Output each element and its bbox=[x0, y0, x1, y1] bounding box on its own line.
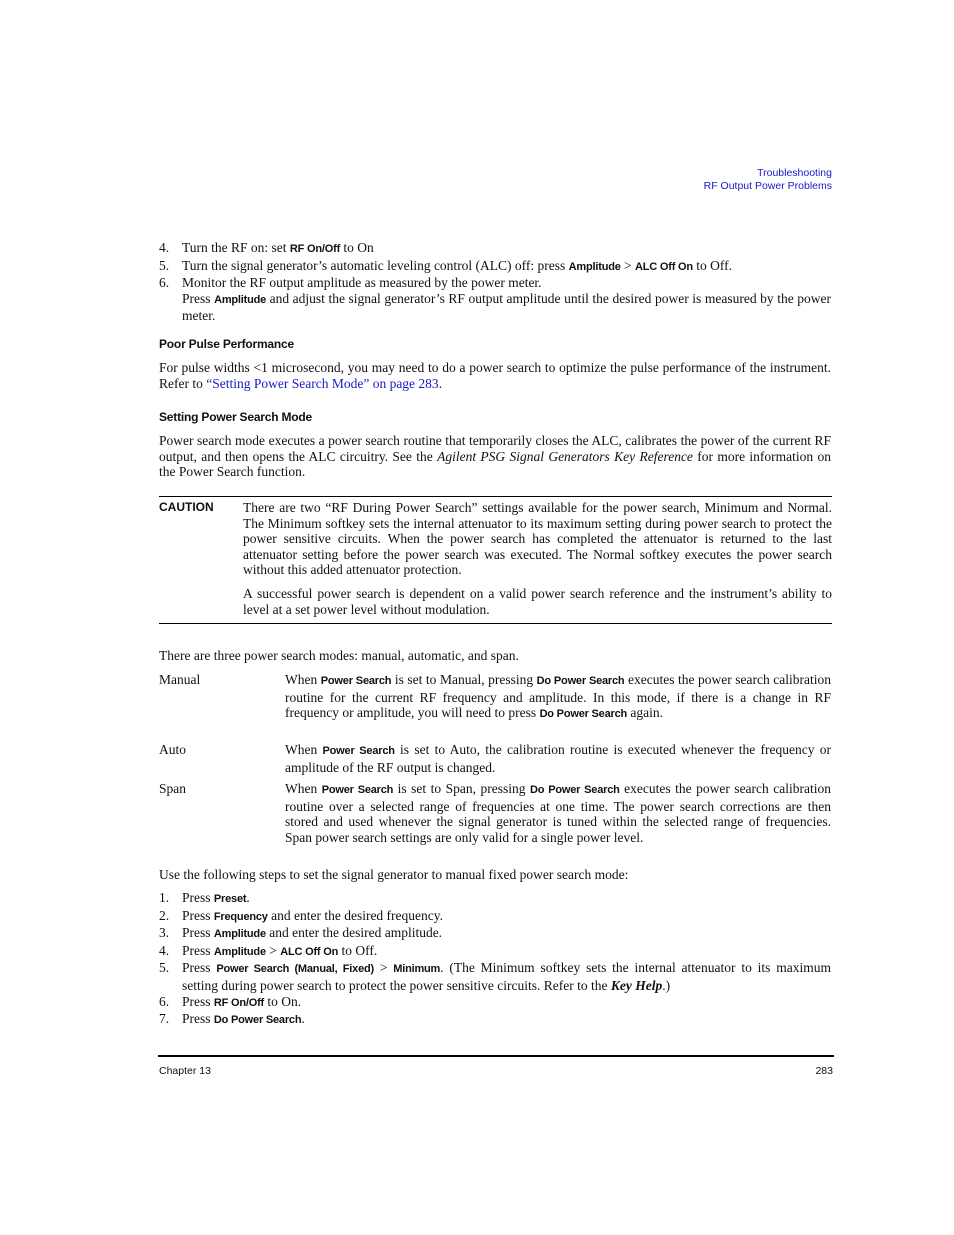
softkey: Minimum bbox=[393, 963, 441, 976]
mode-definition: When Power Search is set to Auto, the calibration routine is executed whenever the frequency or amplitude of the RF output is changed. bbox=[285, 742, 832, 775]
key-help-reference: Key Help bbox=[610, 977, 663, 993]
softkey: Power Search bbox=[320, 675, 392, 687]
modes-intro: There are three power search modes: manual, automatic, and span. bbox=[159, 648, 519, 663]
mode-manual bbox=[159, 672, 831, 723]
softkey: RF On/Off bbox=[289, 243, 341, 255]
mode-definition: When Power Search is set to Span, pressing Do Power Search executes the power search calibration routine over a selected range of frequencies at one time. The power search corrections are then stored and used whenever the signal generator is tuned within the selected range of frequencies. Span power search settings are only valid for a single power level. bbox=[285, 781, 831, 845]
softkey: Do Power Search bbox=[213, 1014, 302, 1027]
softkey: ALC Off On bbox=[280, 945, 339, 958]
step-text: Press Power Search (Manual, Fixed) > Minimum. (The Minimum softkey sets the internal attenuator to its maximum setting during power search to protect the power sensitive circuits. Refer to the Key Help.) bbox=[182, 960, 831, 993]
step-number: 3. bbox=[159, 925, 170, 941]
step-number: 7. bbox=[159, 1011, 170, 1027]
step-number: 5. bbox=[159, 960, 170, 976]
softkey: RF On/Off bbox=[213, 996, 265, 1009]
list-item bbox=[159, 890, 831, 908]
mode-term: Span bbox=[159, 781, 186, 796]
list-item bbox=[159, 258, 831, 276]
step-text: Press Frequency and enter the desired frequency. bbox=[182, 907, 444, 923]
step-text: Press Amplitude > ALC Off On to Off. bbox=[182, 942, 378, 958]
step-text: Press Preset. bbox=[182, 890, 250, 905]
step-number: 6. bbox=[159, 993, 170, 1009]
softkey: Do Power Search bbox=[536, 675, 625, 687]
softkey: Amplitude bbox=[213, 928, 266, 941]
step-text: Monitor the RF output amplitude as measured by the power meter. bbox=[182, 275, 542, 291]
softkey: Do Power Search bbox=[539, 708, 628, 721]
footer-rule bbox=[158, 1055, 834, 1057]
step-text: Press Amplitude and enter the desired amplitude. bbox=[182, 925, 443, 941]
setting-paragraph: Power search mode executes a power search routine that temporarily closes the ALC, calibrates the power of the current RF output, and then opens the ALC circuitry. See the Agilent PSG Signal Generators Key Reference for more information on the Power Search function. bbox=[159, 433, 831, 480]
reference-title: Agilent PSG Signal Generators Key Reference bbox=[437, 448, 693, 464]
softkey: Power Search bbox=[321, 784, 394, 796]
header-chapter-link[interactable]: Troubleshooting bbox=[757, 167, 832, 179]
step-number: 4. bbox=[159, 942, 170, 958]
step-number: 6. bbox=[159, 275, 170, 291]
step-text: Press Do Power Search. bbox=[182, 1011, 305, 1027]
mode-span bbox=[159, 781, 831, 845]
caution-paragraph: There are two “RF During Power Search” settings available for the power search, Minimum and Normal. The Minimum softkey sets the internal attenuator to its maximum setting during power search to protect the power sensitive circuits. When the power search has completed the attenuator is returned to the last attenuator setting before the power search was executed. The Normal softkey executes the power search without this added attenuator protection. bbox=[243, 500, 832, 578]
softkey: ALC Off On bbox=[635, 260, 693, 273]
list-item bbox=[159, 994, 831, 1012]
mode-term: Auto bbox=[159, 742, 186, 757]
mode-definition: When Power Search is set to Manual, pressing Do Power Search executes the power search calibration routine for the current RF frequency and amplitude. In this mode, if there is a change in RF frequency or amplitude, you will need to press Do Power Search again. bbox=[285, 672, 832, 721]
caution-paragraph: A successful power search is dependent on a valid power search reference and the instrument’s ability to level at a set power level without modulation. bbox=[243, 585, 832, 617]
step-text: Turn the signal generator’s automatic leveling control (ALC) off: press Amplitude > ALC Off On to Off. bbox=[182, 257, 733, 273]
cross-reference-link[interactable]: “Setting Power Search Mode” on page 283 bbox=[206, 375, 439, 391]
softkey: Preset bbox=[213, 893, 247, 905]
step-number: 2. bbox=[159, 907, 170, 923]
list-item bbox=[159, 908, 831, 926]
mode-term: Manual bbox=[159, 672, 201, 687]
caution-label: CAUTION bbox=[159, 500, 214, 514]
poor-pulse-paragraph: For pulse widths <1 microsecond, you may need to do a power search to optimize the pulse performance of the instrument. Refer to “Setting Power Search Mode” on page 283. bbox=[159, 360, 831, 391]
softkey: Power Search bbox=[322, 745, 395, 757]
softkey: Amplitude bbox=[214, 293, 267, 306]
softkey: Frequency bbox=[213, 910, 268, 923]
step-number: 1. bbox=[159, 890, 170, 905]
softkey: Do Power Search bbox=[529, 784, 620, 796]
section-heading-poor-pulse: Poor Pulse Performance bbox=[159, 337, 294, 351]
list-item bbox=[159, 960, 831, 993]
list-item bbox=[159, 1011, 831, 1029]
section-heading-setting-power-search: Setting Power Search Mode bbox=[159, 410, 313, 424]
step-number: 5. bbox=[159, 257, 170, 273]
footer-chapter: Chapter 13 bbox=[159, 1065, 211, 1077]
list-item bbox=[159, 240, 831, 258]
header-section-link[interactable]: RF Output Power Problems bbox=[703, 179, 832, 192]
steps-intro: Use the following steps to set the signal generator to manual fixed power search mode: bbox=[159, 867, 629, 882]
list-item bbox=[159, 943, 831, 961]
list-item bbox=[159, 275, 831, 291]
softkey: Amplitude bbox=[213, 945, 266, 958]
softkey: Amplitude bbox=[568, 260, 621, 273]
page-number: 283 bbox=[815, 1065, 833, 1077]
step-text: Press Amplitude and adjust the signal generator’s RF output amplitude until the desired power is measured by the power meter. bbox=[182, 290, 831, 324]
list-item-continuation bbox=[159, 291, 831, 324]
mode-auto bbox=[159, 742, 831, 775]
running-header bbox=[704, 167, 832, 192]
procedure-step-list bbox=[159, 890, 831, 1029]
top-step-list bbox=[159, 240, 831, 324]
step-text: Press RF On/Off to On. bbox=[182, 993, 302, 1009]
list-item bbox=[159, 925, 831, 943]
step-number: 4. bbox=[159, 240, 170, 255]
softkey: Power Search (Manual, Fixed) bbox=[216, 963, 374, 976]
caution-box bbox=[159, 496, 832, 624]
step-text: Turn the RF on: set RF On/Off to On bbox=[182, 240, 374, 255]
